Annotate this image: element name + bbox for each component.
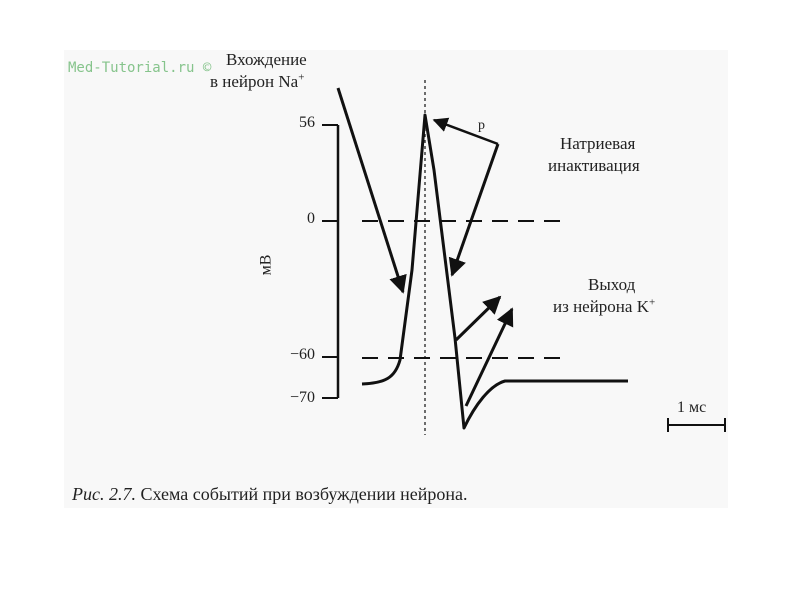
- na-entry-label-text: в нейрон Na: [210, 72, 299, 91]
- na-entry-label-line2: [210, 72, 304, 92]
- figure-caption: [72, 484, 468, 505]
- y-tick-label-56: 56: [299, 114, 315, 131]
- inactivation-arrow-to-peak: [434, 120, 498, 144]
- y-axis-unit-label: мВ: [257, 254, 275, 276]
- na-superscript: +: [298, 71, 305, 84]
- k-exit-label-line2: [553, 297, 655, 317]
- inactivation-label-line1: Натриевая: [560, 134, 636, 153]
- y-tick-label-0: 0: [307, 210, 315, 227]
- y-tick-label-minus70: −70: [289, 389, 315, 406]
- scale-bar-label: 1 мс: [677, 399, 707, 416]
- k-superscript: +: [648, 296, 656, 309]
- watermark: Med-Tutorial.ru ©: [68, 60, 212, 76]
- k-exit-label-line1: Выход: [588, 275, 636, 294]
- k-exit-arrow-1: [456, 297, 500, 340]
- inactivation-arrow-down: [452, 144, 498, 275]
- inactivation-label-line2: инактивация: [548, 156, 640, 175]
- na-entry-label-line1: Вхождение: [226, 50, 307, 69]
- point-marker-label: p: [478, 118, 485, 133]
- caption-text: Схема событий при возбуждении нейрона.: [135, 484, 468, 504]
- y-tick-label-minus60: −60: [289, 346, 315, 363]
- caption-prefix: Рис. 2.7.: [72, 484, 136, 504]
- na-entry-arrow: [338, 88, 403, 292]
- k-exit-label-text: из нейрона K: [553, 297, 649, 316]
